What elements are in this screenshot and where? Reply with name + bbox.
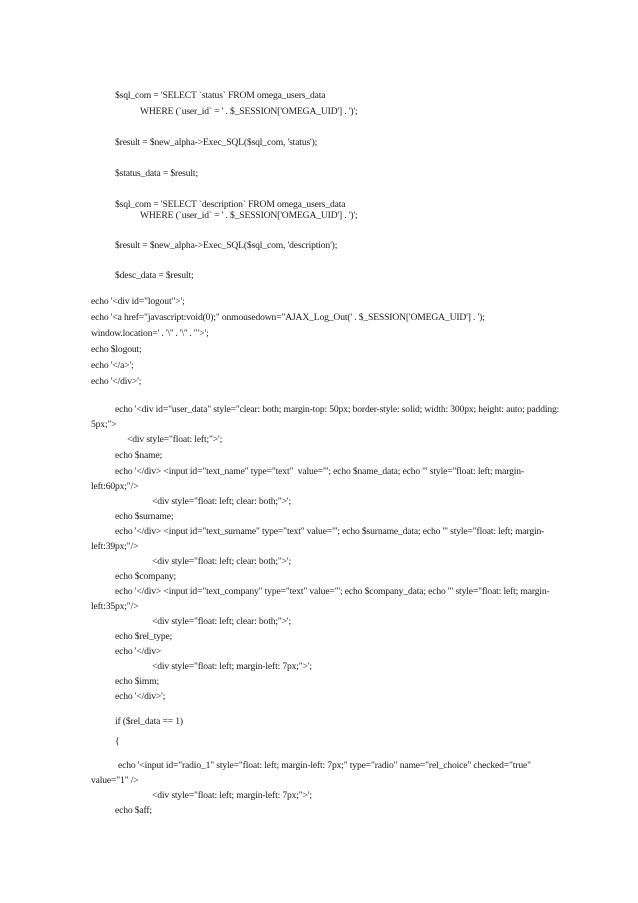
- code-line: echo '</div>';: [115, 691, 166, 702]
- code-line: left:35px;"/>: [91, 601, 139, 612]
- code-line: if ($rel_data == 1): [115, 716, 183, 727]
- code-line: $result = $new_alpha->Exec_SQL($sql_com, 'description');: [115, 240, 338, 251]
- code-line: echo '</a>';: [91, 360, 134, 371]
- code-line: echo $rel_type;: [115, 631, 173, 642]
- code-line: left:60px;"/>: [91, 481, 139, 492]
- code-line: WHERE (`user_id` = ' . $_SESSION['OMEGA_UID'] . ')';: [140, 106, 358, 117]
- code-line: $sql_com = 'SELECT `description` FROM omega_users_data: [115, 199, 346, 210]
- code-line: echo '<div id="user_data" style="clear: both; margin-top: 50px; border-style: solid; width: 300px; height: auto; padding:: [115, 404, 560, 415]
- code-line: $sql_com = 'SELECT `status` FROM omega_users_data: [115, 90, 326, 101]
- code-line: echo $name;: [115, 450, 163, 461]
- code-line: echo '</div>';: [91, 376, 142, 387]
- code-line: <div style="float: left; margin-left: 7px;">';: [152, 790, 312, 801]
- code-line: echo $logout;: [91, 344, 142, 355]
- code-line: echo '</div> <input id="text_company" type="text" value="'; echo $company_data; echo '" style="float: left; margin-: [115, 586, 550, 597]
- code-line: <div style="float: left; clear: both;">';: [152, 616, 291, 627]
- code-line: echo '</div> <input id="text_name" type="text" value="'; echo $name_data; echo '" style="float: left; margin-: [115, 466, 524, 477]
- code-line: left:39px;"/>: [91, 541, 139, 552]
- code-line: echo $imm;: [115, 676, 160, 687]
- code-line: window.location=' . '\'' . '\'' . '">';: [91, 328, 209, 339]
- code-line: echo '<div id="logout">';: [91, 296, 185, 307]
- code-line: $desc_data = $result;: [115, 270, 194, 281]
- code-line: value="1" />: [91, 775, 139, 786]
- code-line: <div style="float: left; margin-left: 7px;">';: [152, 661, 312, 672]
- code-line: echo $company;: [115, 571, 177, 582]
- code-line: <div style="float: left;">';: [127, 434, 223, 445]
- code-line: $status_data = $result;: [115, 168, 198, 179]
- code-line: echo '</div>: [115, 646, 162, 657]
- code-line: echo $aff;: [115, 805, 152, 816]
- code-line: echo '<a href="javascript:void(0);" onmousedown="AJAX_Log_Out(' . $_SESSION['OMEGA_UID'] . ');: [91, 312, 485, 323]
- code-line: $result = $new_alpha->Exec_SQL($sql_com, 'status');: [115, 137, 318, 148]
- code-line: {: [115, 736, 120, 747]
- code-line: 5px;">: [91, 419, 117, 430]
- code-line: <div style="float: left; clear: both;">';: [152, 556, 291, 567]
- code-line: echo $surname;: [115, 511, 174, 522]
- code-line: WHERE (`user_id` = ' . $_SESSION['OMEGA_UID'] . ')';: [140, 210, 358, 221]
- code-line: <div style="float: left; clear: both;">';: [152, 496, 291, 507]
- code-line: echo '<input id="radio_1" style="float: left; margin-left: 7px;" type="radio" name="rel_choice" checked="true": [118, 760, 531, 771]
- code-line: echo '</div> <input id="text_surname" type="text" value="'; echo $surname_data; echo '" style="float: left; margin-: [115, 526, 545, 537]
